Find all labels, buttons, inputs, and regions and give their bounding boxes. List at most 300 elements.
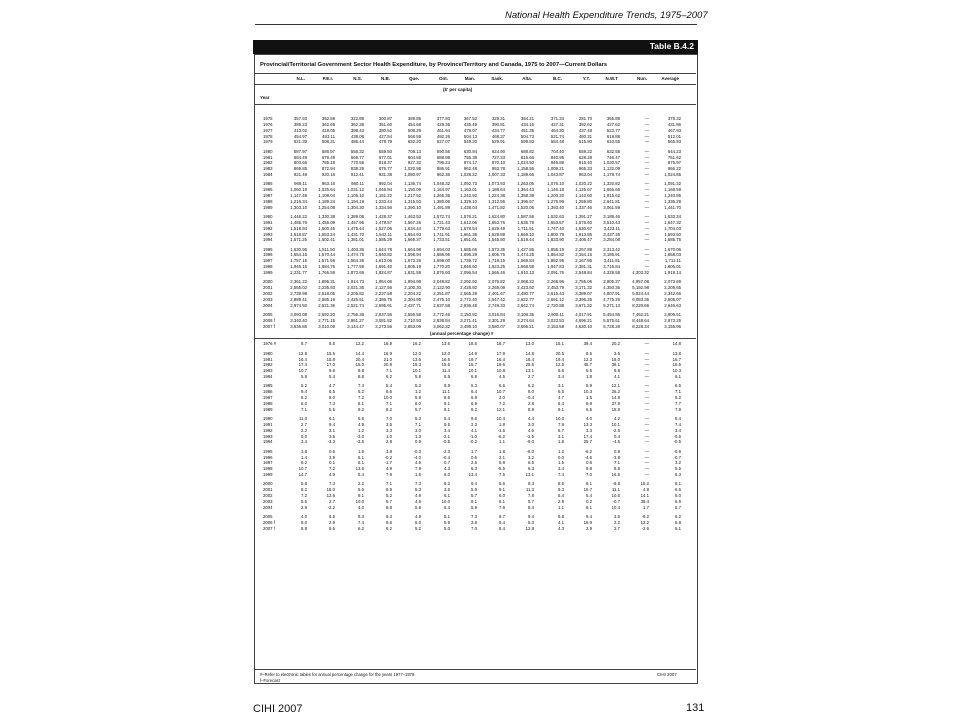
table-cell: 559.22 xyxy=(578,148,592,154)
table-cell: 1,569.84 xyxy=(517,258,534,264)
table-cell: 12.1 xyxy=(496,406,505,412)
table-cell: 4.6 xyxy=(415,460,421,466)
table-cell: 352.59 xyxy=(321,116,335,121)
table-cell: 2,936.48 xyxy=(460,302,477,308)
table-cell: 1,630.67 xyxy=(575,225,592,231)
table-cell: 4.0 xyxy=(586,416,592,421)
table-cell: 3.5 xyxy=(329,433,335,439)
table-cell: — xyxy=(644,460,649,466)
table-cell: 1.6 xyxy=(358,448,364,454)
table-cell: — xyxy=(644,148,649,154)
table-cell: 2,122.90 xyxy=(433,285,450,291)
table-cell: — xyxy=(644,116,649,121)
table-cell: 377.93 xyxy=(436,116,450,121)
table-cell: — xyxy=(644,187,649,193)
table-cell: 1,686.95 xyxy=(433,252,450,258)
table-cell: 7.1 xyxy=(614,460,620,466)
table-cell: 1,653.57 xyxy=(547,219,564,225)
table-cell: 5.3 xyxy=(415,416,421,421)
table-cell: 5.8 xyxy=(675,519,681,525)
table-cell: 2,480.77 xyxy=(517,290,534,296)
row-year: 1989 xyxy=(263,406,273,412)
table-cell: 8.9 xyxy=(444,383,450,389)
table-cell: 5.9 xyxy=(471,487,477,493)
table-cell: 8.1 xyxy=(675,481,681,487)
table-cell: -3.0 xyxy=(356,433,364,439)
table-cell: 2,547.42 xyxy=(488,296,505,302)
table-cell: 4,329.58 xyxy=(603,270,620,275)
table-cell: 2,292.92 xyxy=(460,279,477,285)
row-year: 2001 xyxy=(263,487,273,493)
table-cell: 17.9 xyxy=(496,350,505,356)
table-cell: 25.7 xyxy=(583,439,592,445)
table-cell: 1,428.37 xyxy=(375,213,392,219)
table-cell: 7.9 xyxy=(499,504,505,510)
table-cell: 451.35 xyxy=(520,127,534,133)
table-cell: 1,475.44 xyxy=(347,225,364,231)
table-cell: 1,028.22 xyxy=(460,172,477,178)
table-cell: 6.9 xyxy=(471,400,477,406)
table-cell: 18.7 xyxy=(496,341,505,347)
row-year: 1986 xyxy=(263,187,273,193)
table-cell: 2,268.96 xyxy=(547,279,564,285)
table-cell: 329.31 xyxy=(491,116,505,121)
table-cell: 0.9 xyxy=(614,448,620,454)
table-cell: 1,711.11 xyxy=(664,258,681,264)
table-cell: 2,641.81 xyxy=(603,198,620,204)
table-cell: 870.10 xyxy=(491,160,505,166)
table-cell: 1,163.01 xyxy=(460,187,477,193)
table-cell: 1,391.27 xyxy=(575,213,592,219)
table-cell: 3,671.32 xyxy=(575,302,592,308)
table-cell: 3.2 xyxy=(528,454,534,460)
table-cell: 2,453.79 xyxy=(547,285,564,291)
table-cell: 0.6 xyxy=(586,460,592,466)
table-cell: — xyxy=(644,193,649,198)
table-cell: 6.2 xyxy=(386,374,392,380)
table-cell: -6.0 xyxy=(526,448,534,454)
row-year: 1990 xyxy=(263,416,273,421)
row-year: 2004 xyxy=(263,302,273,308)
table-cell: 1,178.74 xyxy=(603,172,620,178)
table-cell: 8.2 xyxy=(386,406,392,412)
table-cell: 1,254.08 xyxy=(318,204,335,210)
table-cell: 1,629.49 xyxy=(488,225,505,231)
table-cell: 912.41 xyxy=(350,172,364,178)
table-cell: 15.3 xyxy=(412,362,421,368)
table-cell: 19.7 xyxy=(468,356,477,362)
table-cell: 3,273.56 xyxy=(375,323,392,329)
row-year: 1999 xyxy=(263,472,273,478)
table-cell: 6.9 xyxy=(499,460,505,466)
table-cell: 14.8 xyxy=(525,350,534,356)
table-cell: 10.4 xyxy=(611,504,620,510)
table-cell: — xyxy=(644,383,649,389)
table-cell: 2,428.92 xyxy=(460,285,477,291)
table-cell: 1,337.46 xyxy=(575,204,592,210)
table-cell: — xyxy=(644,166,649,172)
row-year: 2004 xyxy=(263,504,273,510)
table-cell: 9.4 xyxy=(586,513,592,519)
table-cell: 467.93 xyxy=(667,127,681,133)
table-cell: -1.0 xyxy=(469,433,477,439)
table-cell: 4.7 xyxy=(558,395,564,401)
table-cell: 2,646.63 xyxy=(664,302,681,308)
table-cell: 3.1 xyxy=(558,433,564,439)
table-cell: 0.2 xyxy=(586,498,592,504)
table-cell: 5,575.61 xyxy=(603,317,620,323)
table-cell: — xyxy=(644,368,649,374)
table-cell: 8.2 xyxy=(471,406,477,412)
page-number: 131 xyxy=(686,702,705,714)
table-cell: 619.88 xyxy=(606,133,620,139)
table-cell: 45.7 xyxy=(583,362,592,368)
table-cell: 6.9 xyxy=(471,395,477,401)
table-cell: 1,330.38 xyxy=(318,213,335,219)
column-header: P.E.I. xyxy=(322,76,333,81)
table-cell: 15.1 xyxy=(555,341,564,347)
table-cell: 362.69 xyxy=(321,121,335,127)
table-cell: 17.4 xyxy=(298,362,307,368)
table-cell: -0.6 xyxy=(673,433,681,439)
table-cell: 10.0 xyxy=(441,498,450,504)
row-year: 1980 xyxy=(263,350,273,356)
table-cell: 3,301.29 xyxy=(488,317,505,323)
table-cell: 13.8 xyxy=(672,350,681,356)
table-cell: 17.0 xyxy=(326,362,335,368)
table-cell: 590.56 xyxy=(436,148,450,154)
table-cell: 630.94 xyxy=(463,148,477,154)
table-cell: — xyxy=(644,204,649,210)
running-head: National Health Expenditure Trends, 1975–2007 xyxy=(505,10,708,21)
table-cell: 8.4 xyxy=(528,504,534,510)
table-cell: 1.5 xyxy=(558,460,564,466)
table-cell: — xyxy=(644,406,649,412)
table-cell: 8.9 xyxy=(614,466,620,472)
table-cell: 6.4 xyxy=(471,389,477,395)
table-cell: 2,556.58 xyxy=(404,311,421,317)
table-cell: 20.9 xyxy=(383,362,392,368)
table-cell: 8.1 xyxy=(586,504,592,510)
table-cell: 7.1 xyxy=(386,368,392,374)
table-cell: 8.8 xyxy=(528,406,534,412)
table-cell: 1,046.94 xyxy=(375,187,392,193)
table-cell: 770.56 xyxy=(350,160,364,166)
row-year: 1979 xyxy=(263,139,273,145)
row-year: 1991 xyxy=(263,219,273,225)
header-rule-mid xyxy=(255,84,696,85)
table-cell: 527.07 xyxy=(436,139,450,145)
table-cell: 8.9 xyxy=(301,525,307,531)
table-cell: 11.3 xyxy=(525,487,534,493)
table-cell: 7.7 xyxy=(675,400,681,406)
table-cell: 1,664.98 xyxy=(404,246,421,252)
table-cell: 1,024.85 xyxy=(664,172,681,178)
table-cell: 1,542.11 xyxy=(375,231,392,237)
table-cell: 3.6 xyxy=(444,487,450,493)
table-cell: 838.29 xyxy=(350,166,364,172)
table-cell: 6.5 xyxy=(675,383,681,389)
table-cell: 8.8 xyxy=(358,368,364,374)
table-cell: 4.4 xyxy=(528,416,534,421)
table-cell: 5.2 xyxy=(386,493,392,498)
table-cell: 1.7 xyxy=(643,504,649,510)
table-cell: 7.4 xyxy=(558,472,564,478)
table-cell: 14.9 xyxy=(468,350,477,356)
table-cell: 7.1 xyxy=(386,481,392,487)
table-cell: 14.1 xyxy=(640,493,649,498)
table-cell: 1,994.98 xyxy=(404,279,421,285)
table-cell: 1,553.24 xyxy=(318,231,335,237)
table-cell: 677.01 xyxy=(378,154,392,160)
table-cell: — xyxy=(644,160,649,166)
table-cell: 1,009.21 xyxy=(547,166,564,172)
table-cell: 3,580.07 xyxy=(488,323,505,329)
table-cell: — xyxy=(644,466,649,472)
table-cell: — xyxy=(644,181,649,187)
table-cell: 13.0 xyxy=(525,341,534,347)
table-cell: 380.52 xyxy=(378,127,392,133)
table-cell: 1,654.16 xyxy=(290,252,307,258)
table-cell: 5.2 xyxy=(415,383,421,389)
row-year: 1984 xyxy=(263,374,273,380)
table-cell: — xyxy=(644,433,649,439)
table-cell: 3,510.43 xyxy=(603,219,620,225)
table-cell: 1,613.06 xyxy=(375,258,392,264)
table-cell: 6,083.36 xyxy=(632,296,649,302)
table-cell: 13.1 xyxy=(525,368,534,374)
table-cell: 1,007.33 xyxy=(488,172,505,178)
table-cell: 3.1 xyxy=(329,427,335,433)
table-cell: 10.0 xyxy=(555,416,564,421)
table-cell: 5.9 xyxy=(586,383,592,389)
table-cell: 3.6 xyxy=(614,350,620,356)
table-cell: — xyxy=(644,133,649,139)
table-cell: -0.7 xyxy=(673,454,681,460)
table-cell: 504.73 xyxy=(520,133,534,139)
table-cell: 2.7 xyxy=(329,498,335,504)
table-cell: 2,100.30 xyxy=(404,285,421,291)
table-cell: 1,334.56 xyxy=(375,204,392,210)
table-cell: 7.1 xyxy=(415,421,421,427)
table-cell: 2,231.77 xyxy=(290,270,307,275)
table-cell: 1,080.97 xyxy=(404,172,421,178)
table-cell: 6.0 xyxy=(499,493,505,498)
table-cell: 5.9 xyxy=(471,504,477,510)
table-cell: 7.9 xyxy=(415,466,421,472)
table-cell: 8.6 xyxy=(444,395,450,401)
table-cell: 1,303.10 xyxy=(290,204,307,210)
table-cell: 1,132.09 xyxy=(603,166,620,172)
table-cell: 18.0 xyxy=(611,356,620,362)
table-cell: 1,770.20 xyxy=(433,264,450,270)
table-cell: 5.4 xyxy=(329,374,335,380)
table-cell: 1,502.41 xyxy=(318,237,335,243)
table-cell: 13.3 xyxy=(583,421,592,427)
table-cell: 0.0 xyxy=(558,454,564,460)
table-cell: — xyxy=(644,258,649,264)
table-cell: 13.6 xyxy=(355,466,364,472)
table-cell: 463.11 xyxy=(322,133,335,139)
table-cell: 8.6 xyxy=(386,519,392,525)
table-cell: 727.33 xyxy=(491,154,505,160)
table-cell: 3,108.35 xyxy=(517,311,534,317)
table-cell: 2.9 xyxy=(329,519,335,525)
table-cell: 2,585.19 xyxy=(318,296,335,302)
table-cell: 2.7 xyxy=(301,421,307,427)
table-cell: 5.8 xyxy=(415,374,421,380)
table-cell: 5,192.98 xyxy=(632,285,649,291)
table-cell: 21.0 xyxy=(383,356,392,362)
table-cell: 2,905.11 xyxy=(547,311,564,317)
table-cell: 6.6 xyxy=(675,487,681,493)
table-cell: 599.83 xyxy=(520,139,534,145)
table-cell: 362.38 xyxy=(350,121,364,127)
table-cell: 9.2 xyxy=(444,481,450,487)
table-cell: 2,771.15 xyxy=(318,317,335,323)
table-cell: 7.4 xyxy=(358,519,364,525)
table-cell: 1,567.26 xyxy=(404,219,421,225)
row-year: 2000 xyxy=(263,279,273,285)
table-cell: 1,151.22 xyxy=(375,193,392,198)
table-cell: 963.04 xyxy=(578,172,592,178)
table-cell: 7.3 xyxy=(415,481,421,487)
table-cell: 2.2 xyxy=(614,519,620,525)
table-cell: 1,668.58 xyxy=(517,264,534,270)
table-cell: 10.0 xyxy=(383,395,392,401)
table-cell: 1,265.35 xyxy=(433,193,450,198)
table-cell: 1,463.53 xyxy=(404,213,421,219)
table-cell: 11.1 xyxy=(441,389,450,395)
row-year: 1983 xyxy=(263,166,273,172)
table-cell: 5.7 xyxy=(558,427,564,433)
table-cell: 1,576.21 xyxy=(460,213,477,219)
table-cell: 2,938.84 xyxy=(433,317,450,323)
table-cell: 1,364.43 xyxy=(517,187,534,193)
table-cell: 2,756.38 xyxy=(347,311,364,317)
table-cell: 431.86 xyxy=(667,121,681,127)
table-cell: 886.91 xyxy=(436,166,450,172)
table-cell: 427.54 xyxy=(378,133,392,139)
table-cell: 9.4 xyxy=(329,421,335,427)
table-cell: 2,425.51 xyxy=(347,296,364,302)
table-cell: 5,271.13 xyxy=(603,302,620,308)
row-year: 1978 xyxy=(263,133,273,139)
table-cell: 1,651.61 xyxy=(460,237,477,243)
table-cell: -1.7 xyxy=(384,460,392,466)
table-cell: 9.1 xyxy=(558,406,564,412)
table-cell: 281.70 xyxy=(578,116,592,121)
table-cell: 2.1 xyxy=(499,454,505,460)
table-cell: -0.4 xyxy=(526,395,534,401)
table-cell: 610.55 xyxy=(606,139,620,145)
row-year: 1976 # xyxy=(263,341,277,347)
column-header: Sask. xyxy=(491,76,503,81)
table-cell: 529.91 xyxy=(491,139,505,145)
table-cell: 16.5 xyxy=(672,362,681,368)
column-header: Y.T. xyxy=(582,76,590,81)
table-cell: 5.1 xyxy=(444,513,450,519)
table-cell: 2,381.31 xyxy=(575,264,592,270)
table-cell: 1,779.63 xyxy=(433,225,450,231)
row-year: 1975 xyxy=(263,116,273,121)
table-cell: 6.4 xyxy=(558,400,564,406)
table-cell: 1,389.08 xyxy=(347,213,364,219)
table-cell: 2,386.75 xyxy=(375,296,392,302)
table-cell: 869.85 xyxy=(293,166,307,172)
table-tag-bar xyxy=(253,40,698,54)
table-cell: 3,499.10 xyxy=(460,323,477,329)
table-cell: 6.5 xyxy=(586,406,592,412)
table-cell: 4,957.08 xyxy=(632,279,649,285)
table-cell: 13.2 xyxy=(640,519,649,525)
table-cell: 2,167.86 xyxy=(575,258,592,264)
table-cell: 11.4 xyxy=(441,368,450,374)
table-cell: 480.31 xyxy=(578,133,592,139)
table-cell: 389.85 xyxy=(407,116,421,121)
table-cell: 461.94 xyxy=(436,127,450,133)
table-cell: 3,695.21 xyxy=(517,323,534,329)
table-cell: — xyxy=(644,416,649,421)
table-cell: 1,320.82 xyxy=(603,181,620,187)
table-cell: 492.26 xyxy=(436,133,450,139)
year-column-label: Year xyxy=(260,95,270,100)
row-year: 1995 xyxy=(263,246,273,252)
table-cell: 10.3 xyxy=(583,389,592,395)
table-cell: 1,336.29 xyxy=(664,198,681,204)
table-cell: -0.2 xyxy=(469,439,477,445)
table-cell: 15.0 xyxy=(355,362,364,368)
table-cell: 1,216.34 xyxy=(290,198,307,204)
table-cell: 3,062.32 xyxy=(433,323,450,329)
table-cell: 804.58 xyxy=(407,154,421,160)
table-cell: 10.7 xyxy=(496,389,505,395)
row-year: 1993 xyxy=(263,231,273,237)
table-cell: — xyxy=(644,213,649,219)
table-cell: 1,518.87 xyxy=(290,231,307,237)
table-cell: 0.4 xyxy=(614,433,620,439)
table-cell: 1,711.51 xyxy=(517,225,534,231)
table-cell: 3,081.82 xyxy=(375,317,392,323)
table-cell: 962.48 xyxy=(463,166,477,172)
table-cell: 3,274.64 xyxy=(517,317,534,323)
table-cell: — xyxy=(644,225,649,231)
table-cell: 1,031.12 xyxy=(347,187,364,193)
table-cell: 0.9 xyxy=(415,439,421,445)
table-cell: 1,217.52 xyxy=(404,193,421,198)
table-cell: 1,478.57 xyxy=(375,219,392,225)
table-cell: 1,168.59 xyxy=(664,187,681,193)
table-cell: 3.3 xyxy=(586,427,592,433)
table-cell: — xyxy=(644,374,649,380)
table-cell: 1,670.06 xyxy=(664,246,681,252)
table-cell: 11.1 xyxy=(611,487,620,493)
table-cell: 5.2 xyxy=(415,525,421,531)
table-cell: 1,873.69 xyxy=(347,270,364,275)
table-cell: 8.0 xyxy=(329,395,335,401)
table-cell: 1,587.56 xyxy=(517,213,534,219)
table-cell: 11.0 xyxy=(298,416,307,421)
table-cell: 9.4 xyxy=(499,519,505,525)
table-cell: 1,741.91 xyxy=(433,231,450,237)
table-cell: 1.3 xyxy=(415,433,421,439)
table-cell: 586.97 xyxy=(321,148,335,154)
table-cell: -0.9 xyxy=(673,448,681,454)
row-year: 1991 xyxy=(263,421,273,427)
table-cell: 15.5 xyxy=(326,350,335,356)
table-cell: — xyxy=(644,400,649,406)
table-cell: 2,437.71 xyxy=(404,302,421,308)
